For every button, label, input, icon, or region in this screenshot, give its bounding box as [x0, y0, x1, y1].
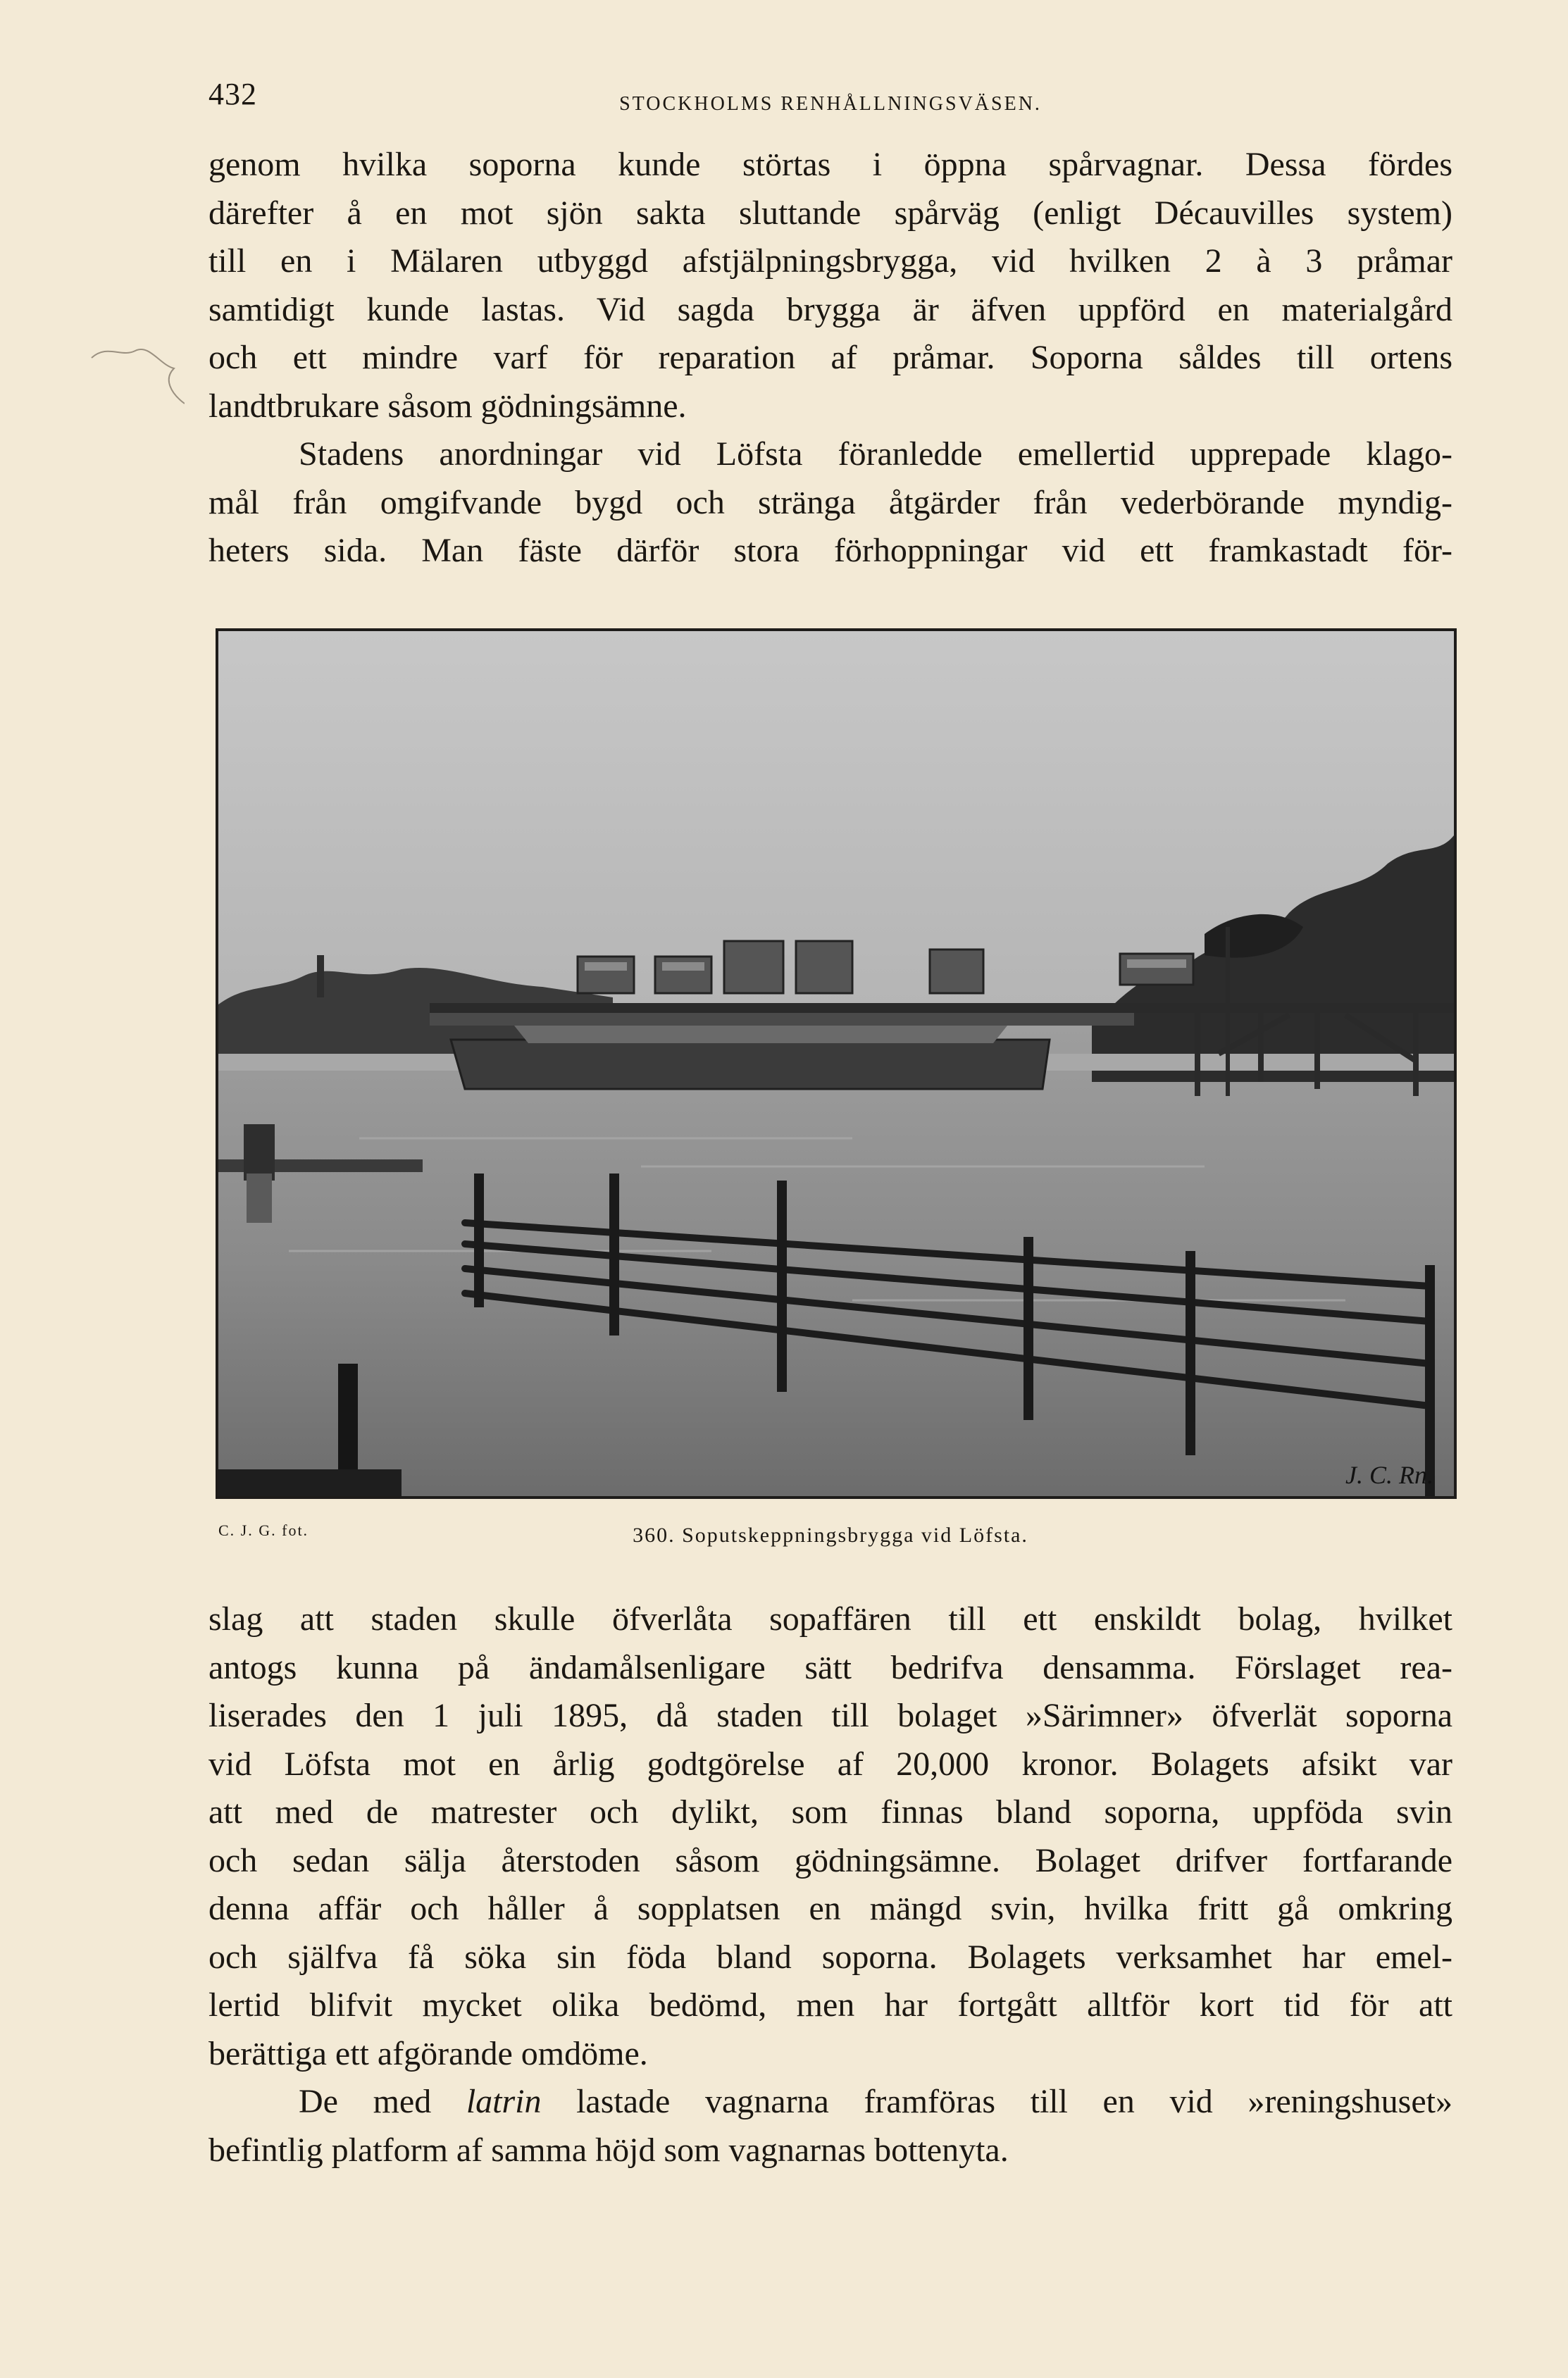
text-line: vid Löfsta mot en årlig godtgörelse af 20,000 kronor. Bolagets afsikt var: [209, 1745, 1452, 1783]
text-line: till en i Mälaren utbyggd afstjälpningsbrygga, vid hvilken 2 à 3 pråmar: [209, 242, 1452, 280]
text-line: och ett mindre varf för reparation af pråmar. Soporna såldes till ortens: [209, 339, 1452, 376]
text-line: Stadens anordningar vid Löfsta föranledde emellertid upprepade klago-: [299, 435, 1452, 473]
text-line: befintlig platform af samma höjd som vagnarnas bottenyta.: [209, 2131, 1009, 2169]
running-head: STOCKHOLMS RENHÅLLNINGSVÄSEN.: [619, 93, 1042, 115]
figure-caption: 360. Soputskeppningsbrygga vid Löfsta.: [633, 1524, 1028, 1547]
text-line: samtidigt kunde lastas. Vid sagda brygga är äfven uppförd en materialgård: [209, 290, 1452, 328]
text-segment: lastade vagnarna framföras till en vid »reningshuset»: [541, 2083, 1453, 2120]
text-segment: De med: [299, 2083, 466, 2120]
text-line: denna affär och håller å sopplatsen en mängd svin, hvilka fritt gå omkring: [209, 1890, 1452, 1927]
text-line: slag att staden skulle öfverlåta sopaffären till ett enskildt bolag, hvilket: [209, 1600, 1452, 1638]
photograph-illustration: [218, 631, 1454, 1496]
text-line: genom hvilka soporna kunde störtas i öppna spårvagnar. Dessa fördes: [209, 146, 1452, 183]
text-line: landtbrukare såsom gödningsämne.: [209, 387, 687, 425]
upper-text-block: [209, 141, 1452, 575]
text-line: antogs kunna på ändamålsenligare sätt bedrifva densamma. Förslaget rea-: [209, 1648, 1452, 1686]
text-line: heters sida. Man fäste därför stora förhoppningar vid ett framkastadt för-: [209, 532, 1452, 569]
text-line: och sedan sälja återstoden såsom gödningsämne. Bolaget drifver fortfarande: [209, 1841, 1452, 1879]
text-line: och själfva få söka sin föda bland soporna. Bolagets verksamhet har emel-: [209, 1938, 1452, 1976]
text-line: lertid blifvit mycket olika bedömd, men har fortgått alltför kort tid för att: [209, 1986, 1452, 2024]
margin-pencil-mark: [86, 337, 185, 428]
text-line: mål från omgifvande bygd och stränga åtgärder från vederbörande myndig-: [209, 483, 1452, 521]
italic-word: latrin: [466, 2083, 542, 2120]
photo-signature: J. C. Rn.: [1345, 1461, 1433, 1489]
text-line: därefter å en mot sjön sakta sluttande spårväg (enligt Décauvilles system): [209, 194, 1452, 232]
photograph-pier-lofsta: [216, 628, 1457, 1499]
text-line: att med de matrester och dylikt, som finnas bland soporna, uppföda svin: [209, 1793, 1452, 1831]
page-number: 432: [209, 77, 257, 111]
lower-text-block: [209, 1595, 1452, 2174]
text-line-with-italic: [209, 2078, 1452, 2127]
page-header: [209, 76, 1452, 118]
text-line: berättiga ett afgörande omdöme.: [209, 2034, 648, 2072]
photographer-credit: C. J. G. fot.: [218, 1521, 309, 1539]
text-line: liserades den 1 juli 1895, då staden till bolaget »Särimner» öfverlät soporna: [209, 1697, 1452, 1734]
